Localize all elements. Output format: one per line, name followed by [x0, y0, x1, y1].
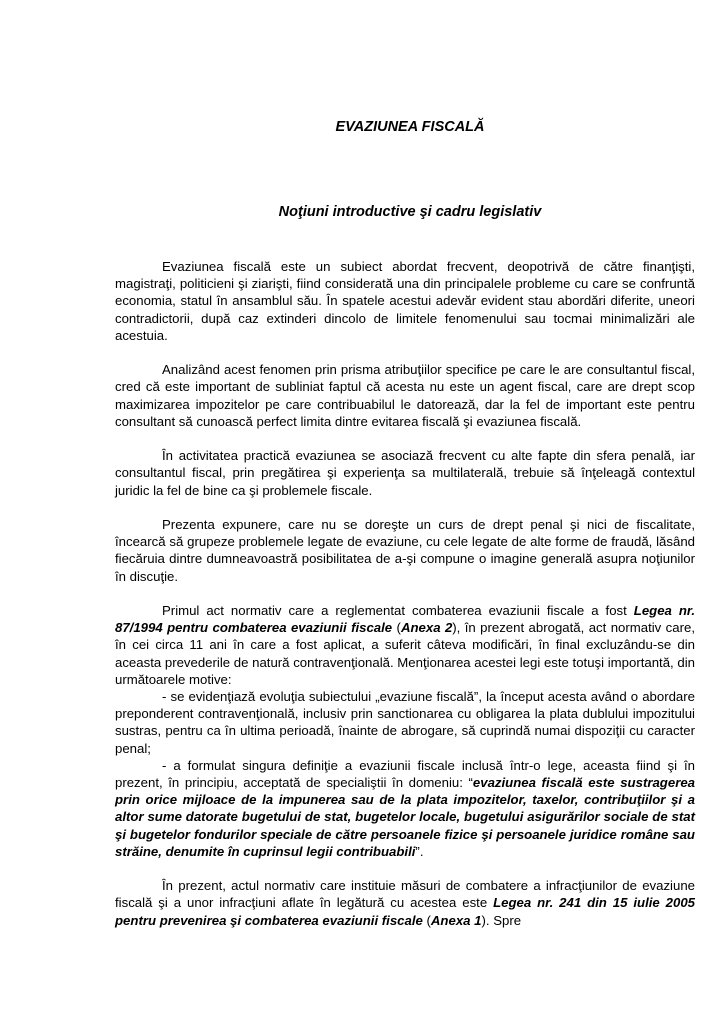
paragraph-6: - se evidenţiază evoluţia subiectului „evaziune fiscală”, la început acesta având o abordare preponderent contravenţională, inclusiv prin sanctionarea cu obligarea la plata dublului impozitului sustras, pentru ca în ultima perioadă, înainte de abrogare, să cuprindă numai dispoziţii cu caracter penal;	[115, 689, 695, 756]
paragraph-8-text-c: ). Spre	[481, 912, 522, 928]
paragraph-5-text-c: ), în prezent abrogată, act normativ care, în cei circa 11 ani în care a fost aplicat, a suferit câteva modificări, în final excluzându-se din aceasta prevederile de natură contravenţională. Menţionarea acestei legi este totuşi importantă, din următoarele motive:	[115, 620, 695, 687]
law-87-1994-reference: Legea nr. 87/1994 pentru combaterea evaziunii fiscale	[115, 603, 695, 636]
annex-2-reference: Anexa 2	[400, 620, 453, 636]
paragraph-7	[115, 757, 695, 860]
document-body	[115, 258, 695, 946]
paragraph-7-text-b: ”.	[415, 843, 424, 859]
paragraph-8	[115, 877, 695, 929]
paragraph-3: În activitatea practică evaziunea se asociază frecvent cu alte fapte din sfera penală, iar consultantul fiscal, prin pregătirea şi experienţa sa multilaterală, trebuie să înţeleagă contextul juridic la fel de bine ca şi problemele fiscale.	[115, 448, 695, 498]
paragraph-5-text-b: (	[392, 620, 401, 636]
tax-evasion-definition: evaziunea fiscală este sustragerea prin orice mijloace de la impunerea sau de la plata impozitelor, taxelor, contribuţiilor şi a altor sume datorate bugetului de stat, bugetelor locale, bugetului asigurărilor sociale de stat şi bugetelor fondurilor speciale de către persoanele fizice şi persoanele juridice române sau străine, denumite în cuprinsul legii contribuabili	[115, 775, 695, 859]
paragraph-8-text-a: În prezent, actul normativ care instituie măsuri de combatere a infracţiunilor de evaziune fiscală şi a unor infracţiuni aflate în legătură cu acestea este	[115, 878, 695, 911]
law-241-2005-reference: Legea nr. 241 din 15 iulie 2005 pentru prevenirea şi combaterea evaziunii fiscale	[115, 895, 695, 928]
document-title: EVAZIUNEA FISCALĂ	[335, 119, 485, 135]
paragraph-8-text-b: (	[422, 912, 431, 928]
paragraph-7-text-a: - a formulat singura definiţie a evaziunii fiscale inclusă într-o lege, aceasta fiind şi în prezent, în principiu, acceptată de specialiştii în domeniu: “	[115, 757, 695, 791]
paragraph-1: Evaziunea fiscală este un subiect abordat frecvent, deopotrivă de către finanţişti, magistraţi, politicieni şi ziarişti, fiind considerată una din principalele probleme cu care se confruntă economia, statul în ansamblul său. În spatele acestui adevăr evident stau abordări diferite, uneori contradictorii, după caz extinderi dincolo de limitele fenomenului sau tocmai minimalizări ale acestuia.	[115, 259, 695, 343]
paragraph-4: Prezenta expunere, care nu se doreşte un curs de drept penal şi nici de fiscalitate, încearcă să grupeze problemele legate de evaziune, cu cele legate de alte forme de fraudă, lăsând fiecăruia dintre dumneavoastră posibilitatea de a-şi compune o imagine generală asupra noţiunilor în discuţie.	[115, 517, 695, 584]
paragraph-5-text-a: Primul act normativ care a reglementat combaterea evaziunii fiscale a fost	[162, 603, 634, 618]
section-subtitle: Noţiuni introductive şi cadru legislativ	[278, 204, 542, 220]
annex-1-reference: Anexa 1	[430, 912, 482, 928]
paragraph-5	[115, 602, 695, 688]
paragraph-2: Analizând acest fenomen prin prisma atribuţiilor specifice pe care le are consultantul fiscal, cred că este important de subliniat faptul că acesta nu este un agent fiscal, care are drept scop maximizarea impozitelor pe care contribuabilul le datorează, dar la fel de important este pentru consultant să cunoască perfect limita dintre evitarea fiscală şi evaziunea fiscală.	[115, 362, 695, 429]
